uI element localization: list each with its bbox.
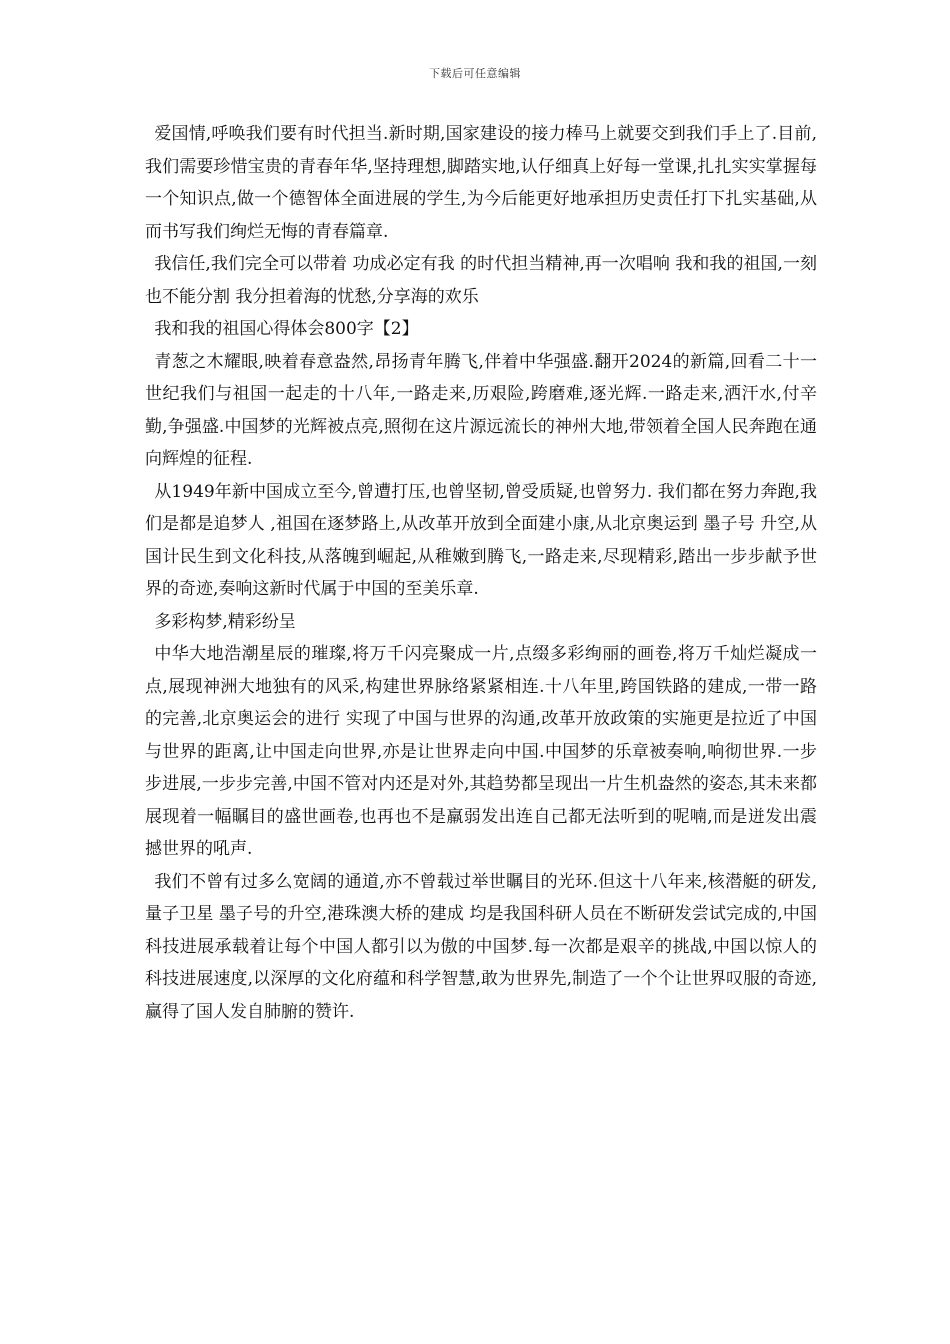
document-body bbox=[145, 118, 817, 1028]
paragraph-youth: 青葱之木耀眼,映着春意盎然,昂扬青年腾飞,伴着中华强盛.翻开2024的新篇,回看二十一世纪我们与祖国一起走的十八年,一路走来,历艰险,跨磨难,逐光辉.一路走来,洒汗水,付辛勤,争强盛.中国梦的光辉被点亮,照彻在这片源远流长的神州大地,带领着全国人民奔跑在通向辉煌的征程. bbox=[145, 351, 817, 469]
subheading-colorful-dream: 多彩构梦,精彩纷呈 bbox=[154, 611, 296, 632]
paragraph-science: 我们不曾有过多么宽阔的通道,亦不曾载过举世瞩目的光环.但这十八年来,核潜艇的研发, 量子卫星 墨子号的升空,港珠澳大桥的建成 均是我国科研人员在不断研发尝试完成的,中国科技进展承载着让每个中国人都引以为傲的中国梦.每一次都是艰辛的挑战,中国以惊人的科技进展速度,以深厚的文化府蕴和科学智慧,敢为世界先,制造了一个个让世界叹服的奇迹,赢得了国人发自肺腑的赞许. bbox=[145, 871, 817, 1022]
paragraph-china-world: 中华大地浩潮星辰的璀璨,将万千闪亮聚成一片,点缀多彩绚丽的画卷,将万千灿烂凝成一点,展现神洲大地独有的风采,构建世界脉络紧紧相连.十八年里,跨国铁路的建成,一带一路的完善,北京奥运会的进行 实现了中国与世界的沟通,改革开放政策的实施更是拉近了中国与世界的距离,让中国走向世界,亦是让世界走向中国.中国梦的乐章被奏响,响彻世界.一步步进展,一步步完善,中国不管对内还是对外,其趋势都呈现出一片生机盎然的姿态,其未来都展现着一幅瞩目的盛世画卷,也再也不是羸弱发出连自己都无法听到的呢喃,而是迸发出震撼世界的吼声. bbox=[145, 644, 817, 859]
section-heading: 我和我的祖国心得体会800字【2】 bbox=[154, 319, 419, 339]
page-header: 下载后可任意编辑 bbox=[429, 67, 521, 80]
paragraph-history: 从1949年新中国成立至今,曾遭打压,也曾坚韧,曾受质疑,也曾努力. 我们都在努力奔跑,我们是都是追梦人 ,祖国在逐梦路上,从改革开放到全面建小康,从北京奥运到 墨子号 升空,从国计民生到文化科技,从落魄到崛起,从稚嫩到腾飞,一路走来,尽现精彩,踏出一步步献予世界的奇迹,奏响这新时代属于中国的至美乐章. bbox=[145, 481, 817, 599]
paragraph-patriotism: 爱国情,呼唤我们要有时代担当.新时期,国家建设的接力棒马上就要交到我们手上了.目前,我们需要珍惜宝贵的青春年华,坚持理想,脚踏实地,认仔细真上好每一堂课,扎扎实实掌握每一个知识点,做一个德智体全面进展的学生,为今后能更好地承担历史责任打下扎实基础,从而书写我们绚烂无悔的青春篇章. bbox=[145, 124, 817, 242]
paragraph-belief: 我信任,我们完全可以带着 功成必定有我 的时代担当精神,再一次唱响 我和我的祖国,一刻也不能分割 我分担着海的忧愁,分享海的欢乐 bbox=[145, 254, 817, 307]
